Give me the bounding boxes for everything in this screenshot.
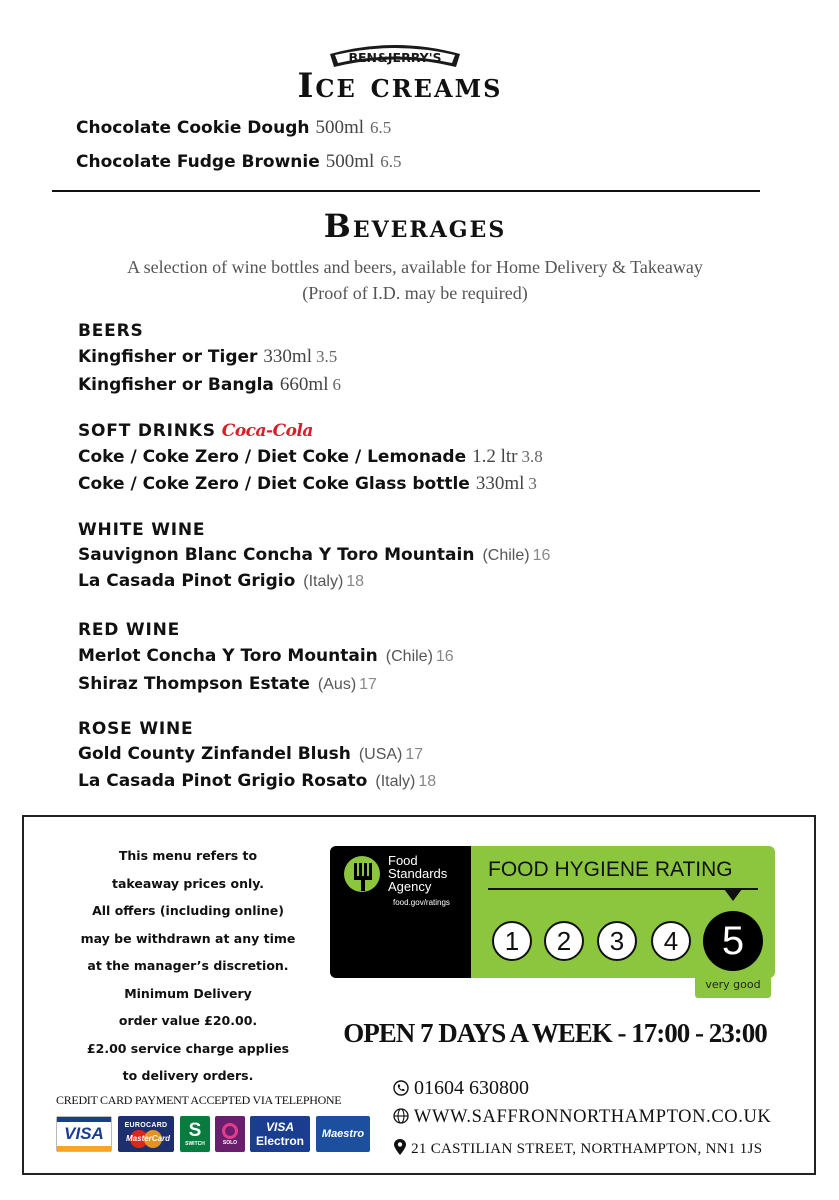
fsa-rating-panel xyxy=(471,846,775,978)
solo-card-icon xyxy=(215,1116,245,1152)
item-origin: (USA) xyxy=(358,746,403,763)
ben-jerrys-logo-text: BEN&JERRY'S xyxy=(348,50,442,65)
item-name: Chocolate Fudge Brownie xyxy=(76,152,320,172)
item-origin: (Italy) xyxy=(375,773,416,790)
category-red-wine: RED WINE xyxy=(78,620,181,640)
beverages-title: Beverages xyxy=(323,207,507,245)
notice-line: order value £20.00. xyxy=(118,1013,258,1028)
switch-label: SWITCH xyxy=(185,1141,205,1147)
website-url: WWW.SAFFRONNORTHAMPTON.CO.UK xyxy=(413,1107,772,1127)
rating-label: very good xyxy=(695,974,771,998)
menu-item xyxy=(78,346,337,368)
rating-circle: 3 xyxy=(597,921,637,961)
item-size: 1.2 ltr xyxy=(472,446,518,467)
ice-cream-item xyxy=(76,151,402,173)
ice-creams-title: Ice creams xyxy=(297,66,503,106)
item-price: 16 xyxy=(532,547,551,564)
item-size: 660ml xyxy=(279,374,329,395)
menu-item xyxy=(78,446,543,468)
address-line xyxy=(393,1139,762,1158)
item-price: 17 xyxy=(359,676,377,693)
notice-line: may be withdrawn at any time xyxy=(80,930,296,946)
opening-hours: OPEN 7 DAYS A WEEK - 17:00 - 23:00 xyxy=(343,1018,767,1048)
item-name: Kingfisher or Bangla xyxy=(78,375,274,395)
location-pin-icon xyxy=(393,1141,407,1157)
rating-circle: 1 xyxy=(492,921,532,961)
item-name: La Casada Pinot Grigio xyxy=(78,571,296,591)
item-price: 18 xyxy=(346,573,365,590)
fsa-org-line: Food xyxy=(388,853,418,868)
item-origin: (Italy) xyxy=(303,573,344,590)
eurocard-label: EUROCARD xyxy=(124,1121,168,1129)
fsa-heading: FOOD HYGIENE RATING xyxy=(488,858,733,881)
solo-label: SOLO xyxy=(222,1139,238,1146)
address-text: 21 CASTILIAN STREET, NORTHAMPTON, NN1 1JS xyxy=(411,1141,763,1157)
terms-notice xyxy=(52,842,324,1090)
item-origin: (Chile) xyxy=(482,547,530,564)
category-soft-drinks xyxy=(78,421,313,441)
menu-item xyxy=(78,744,423,764)
category-rose-wine: ROSE WINE xyxy=(78,719,194,739)
item-name: Chocolate Cookie Dough xyxy=(76,118,310,138)
item-size: 330ml xyxy=(475,473,525,494)
phone-icon xyxy=(393,1077,409,1099)
item-price: 18 xyxy=(418,773,437,790)
beverages-subtitle: A selection of wine bottles and beers, available for Home Delivery & Takeaway xyxy=(127,257,703,277)
phone-number: 01604 630800 xyxy=(414,1077,529,1099)
website-line xyxy=(393,1107,771,1128)
rating-circle: 4 xyxy=(651,921,691,961)
fsa-fork-icon xyxy=(342,854,382,894)
fsa-org-line: Standards xyxy=(388,866,448,881)
fsa-logo-panel xyxy=(330,846,471,978)
phone-line xyxy=(393,1077,529,1100)
item-price: 3.8 xyxy=(521,447,543,466)
item-price: 6.5 xyxy=(380,152,402,171)
item-size: 500ml xyxy=(315,117,365,138)
visa-electron-top-label: VISA xyxy=(265,1120,294,1134)
item-name: Sauvignon Blanc Concha Y Toro Mountain xyxy=(78,545,475,565)
category-white-wine: WHITE WINE xyxy=(78,520,206,540)
food-hygiene-rating-badge xyxy=(330,846,775,991)
visa-electron-icon xyxy=(250,1116,310,1152)
maestro-card-icon xyxy=(316,1116,370,1152)
item-name: Shiraz Thompson Estate xyxy=(78,674,310,694)
item-price: 3.5 xyxy=(315,347,338,366)
menu-item xyxy=(78,374,341,396)
fsa-url: food.gov/ratings xyxy=(393,898,450,907)
notice-line: Minimum Delivery xyxy=(124,985,252,1001)
ice-cream-item xyxy=(76,117,391,139)
item-price: 16 xyxy=(435,648,454,665)
item-origin: (Chile) xyxy=(385,648,433,665)
category-label: SOFT DRINKS xyxy=(78,421,216,441)
menu-item xyxy=(78,545,550,565)
section-divider xyxy=(52,190,760,192)
item-name: Coke / Coke Zero / Diet Coke / Lemonade xyxy=(78,447,467,467)
notice-line: All offers (including online) xyxy=(92,903,284,918)
notice-line: takeaway prices only. xyxy=(112,875,264,891)
visa-electron-bottom-label: Electron xyxy=(255,1134,304,1148)
menu-item xyxy=(78,646,454,666)
category-beers: BEERS xyxy=(78,321,144,341)
visa-label: VISA xyxy=(64,1124,104,1143)
item-origin: (Aus) xyxy=(317,676,357,693)
item-name: Coke / Coke Zero / Diet Coke Glass bottle xyxy=(78,474,470,494)
visa-card-icon xyxy=(56,1116,112,1152)
maestro-label: Maestro xyxy=(321,1128,365,1140)
item-price: 3 xyxy=(528,474,537,493)
item-name: Kingfisher or Tiger xyxy=(78,347,258,367)
globe-icon xyxy=(393,1107,409,1127)
item-price: 6.5 xyxy=(370,118,392,137)
rating-circle-selected: 5 xyxy=(703,911,763,971)
item-size: 500ml xyxy=(325,151,375,172)
item-price: 6 xyxy=(332,375,341,394)
menu-item xyxy=(78,674,377,694)
notice-line: This menu refers to xyxy=(118,848,258,863)
item-price: 17 xyxy=(405,746,424,763)
menu-item xyxy=(78,771,436,791)
beverages-id-note: (Proof of I.D. may be required) xyxy=(302,283,528,303)
mastercard-label: MasterCard xyxy=(126,1133,171,1143)
item-name: La Casada Pinot Grigio Rosato xyxy=(78,771,368,791)
rating-pointer-icon xyxy=(724,889,742,901)
coca-cola-logo: Coca-Cola xyxy=(221,421,313,441)
mastercard-icon xyxy=(118,1116,174,1152)
item-name: Gold County Zinfandel Blush xyxy=(78,744,351,764)
fsa-org-line: Agency xyxy=(388,879,432,894)
switch-card-icon: S SWITCH xyxy=(180,1116,210,1152)
item-name: Merlot Concha Y Toro Mountain xyxy=(78,646,378,666)
menu-item xyxy=(78,473,537,495)
rating-circle: 2 xyxy=(544,921,584,961)
menu-item xyxy=(78,571,364,591)
notice-line: at the manager’s discretion. xyxy=(87,958,289,973)
notice-line: £2.00 service charge applies xyxy=(86,1040,290,1056)
credit-card-label: CREDIT CARD PAYMENT ACCEPTED VIA TELEPHONE xyxy=(56,1093,342,1107)
notice-line: to delivery orders. xyxy=(122,1068,254,1083)
item-size: 330ml xyxy=(263,346,312,367)
